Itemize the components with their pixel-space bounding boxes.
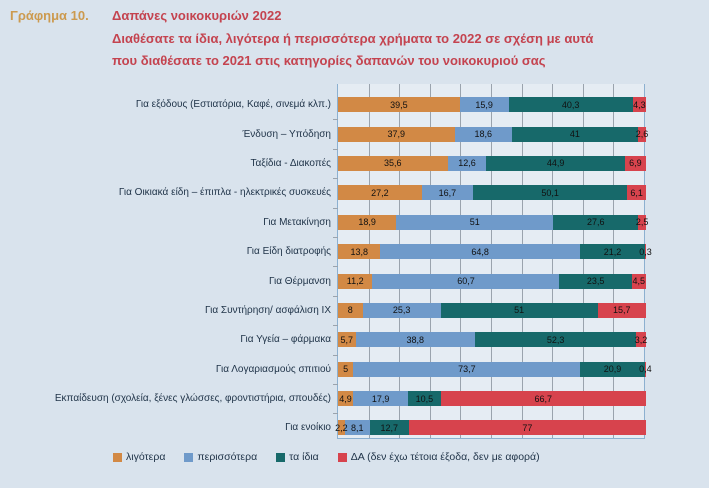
bar-segment-da — [625, 156, 646, 171]
bar-value: 0,4 — [639, 364, 652, 375]
chart-row — [0, 90, 646, 119]
bar-value: 40,3 — [561, 99, 580, 110]
figure-number: Γράφημα 10. — [10, 8, 89, 23]
bar-value: 2,2 — [335, 422, 348, 433]
legend-item-perissotera — [184, 451, 257, 463]
category-label: Εκπαίδευση (σχολεία, ξένες γλώσσες, φροντιστήρια, σπουδές) — [54, 393, 331, 405]
bar-segment-da — [441, 391, 646, 406]
chart-row — [0, 178, 646, 207]
bar-segment-perissotera — [372, 274, 559, 289]
bar-segment-perissotera — [345, 420, 370, 435]
legend-swatch-da — [338, 453, 347, 462]
bar-value: 17,9 — [371, 393, 390, 404]
legend-label: λιγότερα — [126, 451, 166, 463]
bar-track — [335, 420, 646, 435]
bar-segment-perissotera — [448, 156, 487, 171]
bar-segment-ta-idia — [475, 332, 636, 347]
bar-segment-da — [632, 274, 646, 289]
bar-segment-ligotera — [338, 274, 372, 289]
bar-value: 52,3 — [546, 334, 565, 345]
bar-value: 5,7 — [340, 334, 354, 345]
bar-value: 77 — [522, 422, 533, 433]
bar-track — [338, 156, 646, 171]
legend-label: περισσότερα — [197, 451, 258, 463]
bar-value: 8,1 — [350, 422, 364, 433]
category-label: Για Οικιακά είδη – έπιπλα - ηλεκτρικές συσκευές — [118, 187, 331, 199]
bar-value: 50,1 — [541, 187, 559, 198]
bar-value: 66,7 — [534, 393, 552, 404]
bar-segment-da — [627, 185, 646, 200]
legend-label: ΔΑ (δεν έχω τέτοια έξοδα, δεν με αφορά) — [350, 451, 540, 463]
bar-segment-ta-idia — [441, 303, 598, 318]
bar-segment-ta-idia — [580, 244, 645, 259]
bar-value: 20,9 — [603, 364, 622, 375]
bar-segment-perissotera — [396, 215, 553, 230]
bar-value: 44,9 — [546, 158, 565, 169]
category-label: Για Θέρμανση — [268, 275, 331, 287]
bar-value: 51 — [469, 217, 480, 228]
chart-row — [0, 325, 646, 354]
bar-segment-ligotera — [335, 420, 348, 435]
legend-item-da — [338, 451, 540, 463]
bar-segment-ta-idia — [408, 391, 440, 406]
chart-row — [0, 149, 646, 178]
bar-value: 8 — [347, 305, 353, 316]
bar-segment-ligotera — [338, 97, 460, 112]
bar-value: 23,5 — [586, 276, 605, 287]
bar-value: 64,8 — [471, 246, 489, 257]
bar-segment-ligotera — [338, 303, 363, 318]
bar-value: 35,6 — [384, 158, 402, 169]
bar-value: 73,7 — [458, 364, 476, 375]
figure-subtitle-line1: Διαθέσατε τα ίδια, λιγότερα ή περισσότερα χρήματα το 2022 σε σχέση με αυτά — [112, 31, 594, 46]
category-label: Για Συντήρηση/ ασφάλιση ΙΧ — [205, 304, 331, 316]
bar-segment-da — [636, 332, 646, 347]
bar-segment-ta-idia — [580, 362, 644, 377]
category-label: Για Μετακίνηση — [263, 216, 331, 228]
bar-segment-da — [409, 420, 646, 435]
legend-label: τα ίδια — [289, 451, 319, 463]
bar-segment-perissotera — [353, 391, 408, 406]
bar-track — [338, 391, 646, 406]
bar-segment-da — [639, 244, 652, 259]
bar-track — [338, 362, 652, 377]
bar-segment-da — [633, 97, 646, 112]
chart-row — [0, 384, 646, 413]
bar-value: 16,7 — [438, 187, 457, 198]
bar-segment-da — [598, 303, 646, 318]
category-label: Ταξίδια - Διακοπές — [250, 157, 331, 169]
bar-value: 0,3 — [639, 246, 652, 257]
chart-row — [0, 413, 646, 442]
bar-value: 4,9 — [339, 393, 352, 404]
category-label: Για Υγεία – φάρμακα — [240, 334, 331, 346]
bar-value: 15,7 — [613, 305, 631, 316]
bar-value: 37,9 — [387, 129, 406, 140]
bar-value: 27,2 — [371, 187, 389, 198]
chart-row — [0, 296, 646, 325]
chart-row — [0, 355, 652, 384]
bar-segment-ligotera — [338, 156, 448, 171]
bar-value: 4,3 — [633, 99, 646, 110]
bar-value: 11,2 — [346, 276, 364, 287]
bar-segment-perissotera — [380, 244, 579, 259]
category-label: Για ενοίκιο — [285, 422, 331, 434]
bar-segment-perissotera — [363, 303, 441, 318]
bar-segment-ligotera — [338, 185, 422, 200]
figure-title: Δαπάνες νοικοκυριών 2022 — [112, 8, 282, 23]
bar-segment-da — [639, 362, 652, 377]
bar-segment-ta-idia — [559, 274, 631, 289]
category-label: Για Λογαριασμούς σπιτιού — [215, 363, 331, 375]
bar-track — [338, 185, 646, 200]
legend-swatch-ta-idia — [276, 453, 285, 462]
bar-track — [338, 215, 649, 230]
chart-row — [0, 208, 649, 237]
bar-segment-perissotera — [455, 127, 512, 142]
bar-segment-perissotera — [356, 332, 476, 347]
bar-segment-ligotera — [338, 215, 396, 230]
bar-track — [338, 244, 652, 259]
bar-segment-ligotera — [338, 332, 356, 347]
category-label: Για Είδη διατροφής — [246, 246, 331, 258]
bar-track — [338, 303, 646, 318]
bar-segment-ta-idia — [370, 420, 409, 435]
chart-rows — [0, 90, 652, 443]
bar-value: 18,9 — [358, 217, 376, 228]
legend-item-ligotera — [113, 451, 165, 463]
bar-segment-ligotera — [338, 362, 353, 377]
bar-value: 2,6 — [635, 129, 649, 140]
bar-segment-ligotera — [338, 391, 353, 406]
bar-value: 60,7 — [457, 276, 475, 287]
bar-value: 2,5 — [635, 217, 649, 228]
bar-segment-perissotera — [353, 362, 580, 377]
legend-swatch-ligotera — [113, 453, 122, 462]
bar-value: 39,5 — [390, 99, 408, 110]
bar-value: 12,7 — [380, 422, 399, 433]
legend-item-ta-idia — [276, 451, 319, 463]
bar-value: 51 — [514, 305, 525, 316]
bar-value: 12,6 — [458, 158, 476, 169]
bar-value: 18,6 — [474, 129, 492, 140]
bar-value: 15,9 — [475, 99, 493, 110]
bar-segment-ta-idia — [553, 215, 638, 230]
bar-track — [338, 97, 646, 112]
bar-segment-ta-idia — [512, 127, 638, 142]
legend — [113, 450, 540, 464]
category-label: Ένδυση – Υπόδηση — [242, 128, 331, 140]
bar-track — [338, 127, 649, 142]
bar-value: 25,3 — [392, 305, 411, 316]
figure-subtitle-line2: που διαθέσατε το 2021 στις κατηγορίες δαπανών του νοικοκυριού σας — [112, 53, 546, 68]
chart-row — [0, 266, 646, 295]
bar-track — [338, 332, 646, 347]
bar-segment-ta-idia — [509, 97, 633, 112]
bar-value: 6,1 — [630, 187, 643, 198]
bar-track — [338, 274, 646, 289]
bar-segment-ligotera — [338, 244, 380, 259]
bar-value: 5 — [343, 364, 349, 375]
bar-segment-perissotera — [460, 97, 509, 112]
bar-value: 4,5 — [632, 276, 645, 287]
bar-value: 10,5 — [415, 393, 434, 404]
bar-value: 6,9 — [629, 158, 642, 169]
bar-value: 27,6 — [587, 217, 605, 228]
category-label: Για εξόδους (Εστιατόρια, Καφέ, σινεμά κλπ.) — [135, 99, 331, 111]
bar-value: 21,2 — [603, 246, 622, 257]
bar-value: 13,8 — [350, 246, 368, 257]
chart-row — [0, 237, 652, 266]
bar-value: 3,2 — [634, 334, 648, 345]
bar-segment-da — [635, 215, 649, 230]
legend-swatch-perissotera — [184, 453, 193, 462]
chart-row — [0, 119, 649, 148]
bar-segment-ligotera — [338, 127, 455, 142]
bar-segment-da — [635, 127, 649, 142]
bar-segment-ta-idia — [473, 185, 627, 200]
bar-segment-ta-idia — [486, 156, 624, 171]
bar-value: 41 — [569, 129, 580, 140]
bar-segment-perissotera — [422, 185, 473, 200]
bar-value: 38,8 — [406, 334, 425, 345]
